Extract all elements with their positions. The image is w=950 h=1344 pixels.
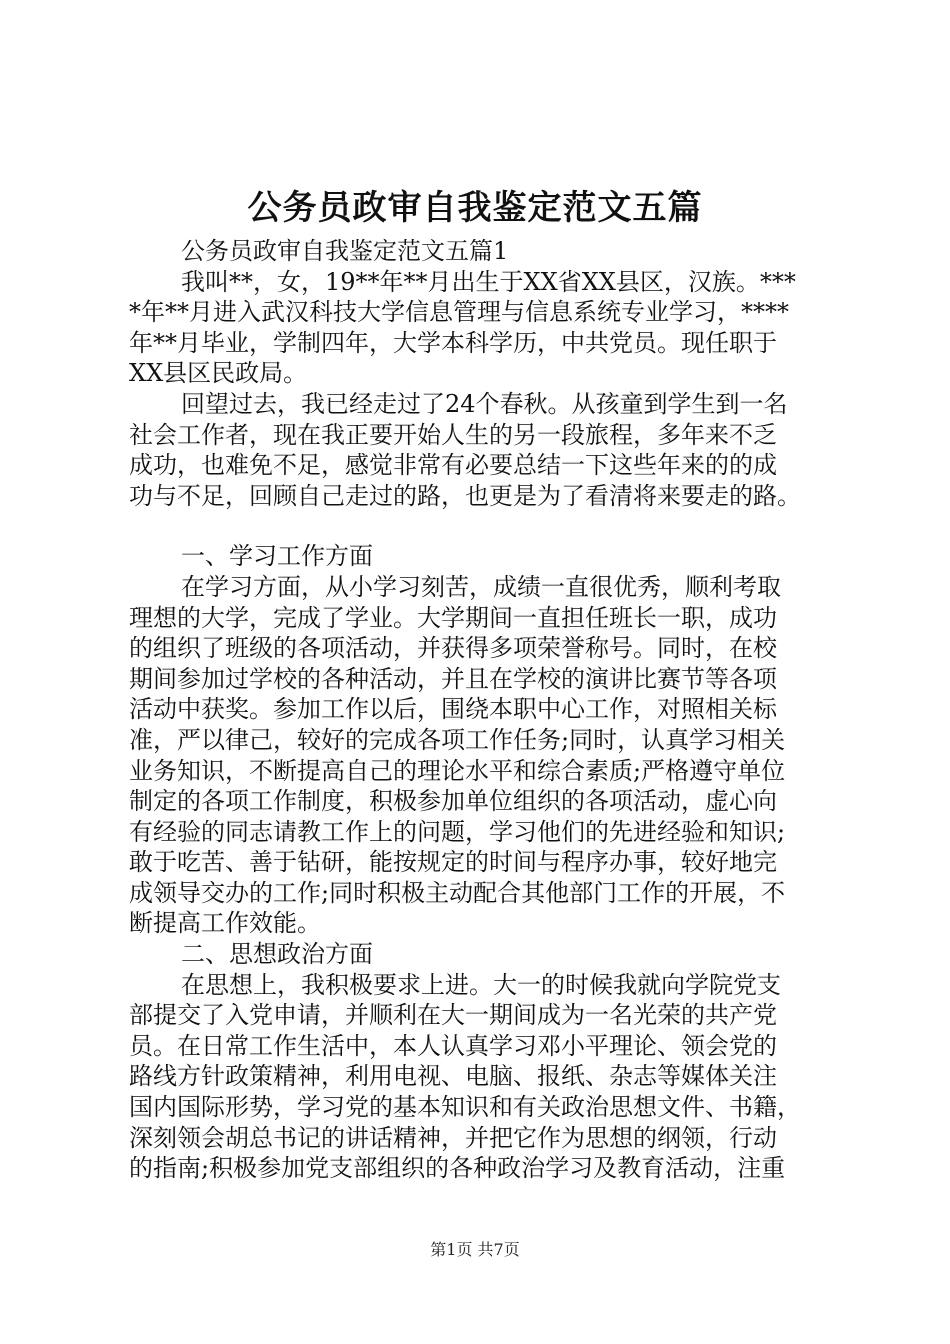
text-line: 的指南;积极参加党支部组织的各种政治学习及教育活动，注重 bbox=[129, 1154, 786, 1183]
text-line: 理想的大学，完成了学业。大学期间一直担任班长一职，成功 bbox=[129, 603, 777, 632]
text-line: 公务员政审自我鉴定范文五篇1 bbox=[181, 237, 509, 265]
text-line: 准，严以律己，较好的完成各项工作任务;同时，认真学习相关 bbox=[129, 725, 786, 754]
text-line: 社会工作者，现在我正要开始人生的另一段旅程，多年来不乏 bbox=[129, 420, 777, 449]
text-line: 国内国际形势，学习党的基本知识和有关政治思想文件、书籍， bbox=[129, 1093, 801, 1122]
text-line: *年**月进入武汉科技大学信息管理与信息系统专业学习，**** bbox=[129, 298, 789, 327]
text-line: 有经验的同志请教工作上的问题，学习他们的先进经验和知识; bbox=[129, 817, 786, 846]
text-line: 一、学习工作方面 bbox=[181, 542, 373, 571]
text-line: 部提交了入党申请，并顺利在大一期间成为一名光荣的共产党 bbox=[129, 1001, 777, 1030]
text-line: 员。在日常工作生活中，本人认真学习邓小平理论、领会党的 bbox=[129, 1031, 777, 1060]
text-line: XX县区民政局。 bbox=[129, 359, 308, 388]
text-line: 在学习方面，从小学习刻苦，成绩一直很优秀，顺利考取 bbox=[181, 572, 781, 601]
document-body bbox=[129, 236, 833, 1184]
text-line: 的组织了班级的各项活动，并获得多项荣誉称号。同时，在校 bbox=[129, 634, 777, 663]
text-line: 成领导交办的工作;同时积极主动配合其他部门工作的开展，不 bbox=[129, 878, 786, 907]
text-line: 回望过去，我已经走过了24个春秋。从孩童到学生到一名 bbox=[181, 389, 788, 418]
text-line: 二、思想政治方面 bbox=[181, 940, 373, 969]
text-line: 敢于吃苦、善于钻研，能按规定的时间与程序办事，较好地完 bbox=[129, 848, 777, 877]
text-line: 路线方针政策精神，利用电视、电脑、报纸、杂志等媒体关注 bbox=[129, 1062, 777, 1091]
document-title: 公务员政审自我鉴定范文五篇 bbox=[247, 188, 703, 228]
text-line: 在思想上，我积极要求上进。大一的时候我就向学院党支 bbox=[181, 970, 781, 999]
text-line: 业务知识，不断提高自己的理论水平和综合素质;严格遵守单位 bbox=[129, 756, 786, 785]
text-line: 断提高工作效能。 bbox=[129, 909, 321, 938]
text-line: 活动中获奖。参加工作以后，围绕本职中心工作，对照相关标 bbox=[129, 695, 777, 724]
text-line: 成功，也难免不足，感觉非常有必要总结一下这些年来的的成 bbox=[129, 451, 777, 480]
text-line: 年**月毕业，学制四年，大学本科学历，中共党员。现任职于 bbox=[129, 328, 777, 357]
text-line: 功与不足，回顾自己走过的路，也更是为了看清将来要走的路。 bbox=[129, 481, 801, 510]
text-line: 期间参加过学校的各种活动，并且在学校的演讲比赛节等各项 bbox=[129, 664, 777, 693]
text-line: 我叫**，女，19**年**月出生于XX省XX县区，汉族。*** bbox=[181, 267, 796, 296]
page-footer: 第1页 共7页 bbox=[430, 1240, 520, 1259]
text-line: 制定的各项工作制度，积极参加单位组织的各项活动，虚心向 bbox=[129, 787, 777, 816]
text-line: 深刻领会胡总书记的讲话精神，并把它作为思想的纲领，行动 bbox=[129, 1123, 777, 1152]
